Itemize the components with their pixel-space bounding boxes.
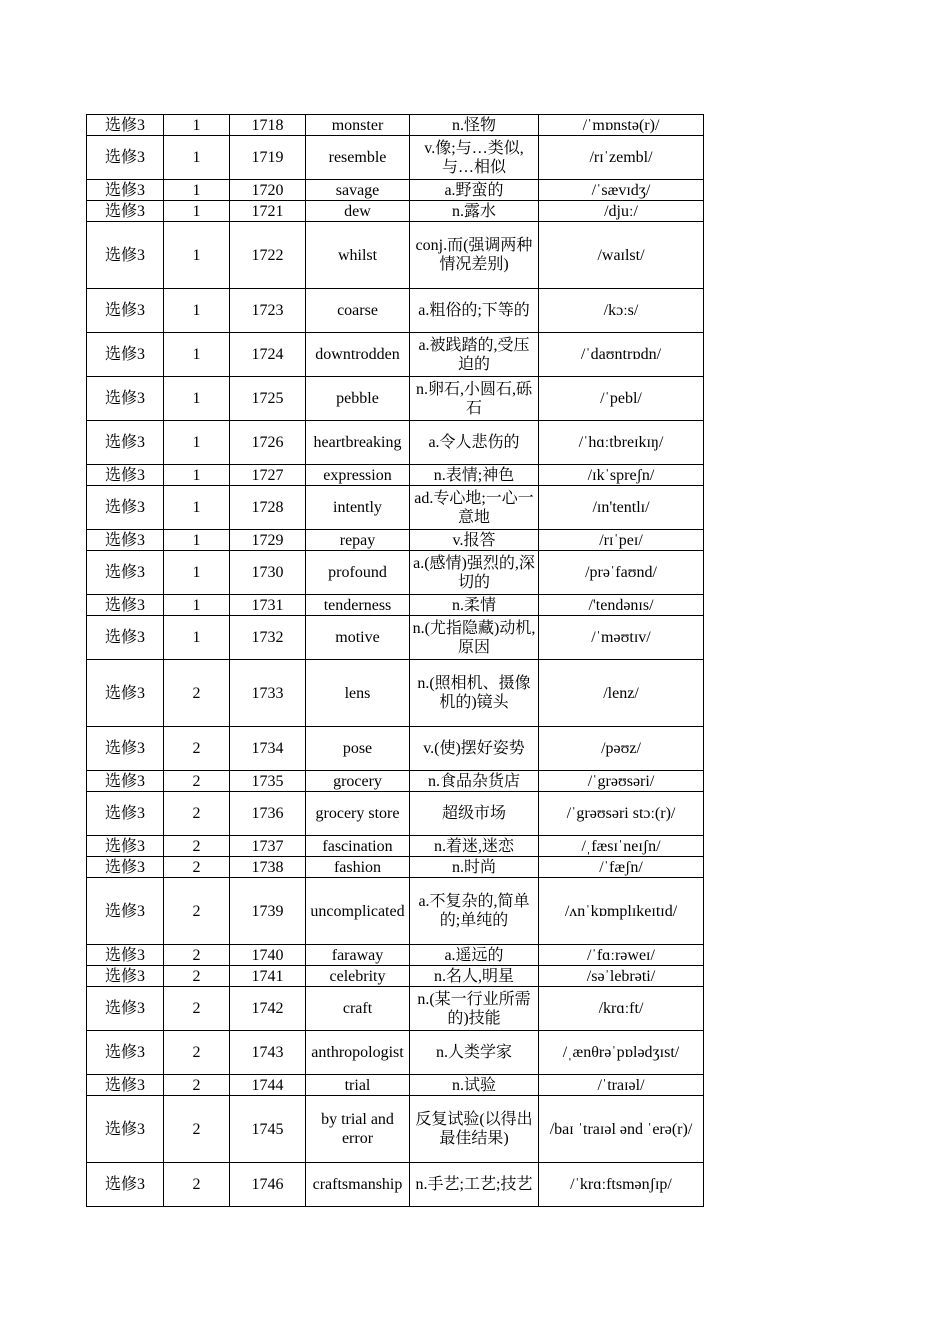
phonetic-cell: /waɪlst/ [539,222,704,289]
book-cell: 选修3 [87,115,164,136]
index-cell: 1730 [230,551,306,595]
book-cell: 选修3 [87,1096,164,1163]
index-cell: 1728 [230,486,306,530]
table-row [87,333,704,377]
word-cell: by trial and error [306,1096,410,1163]
word-cell: uncomplicated [306,878,410,945]
table-row [87,289,704,333]
index-cell: 1724 [230,333,306,377]
meaning-cell: n.柔情 [410,595,539,616]
unit-cell: 1 [164,486,230,530]
index-cell: 1744 [230,1075,306,1096]
unit-cell: 1 [164,595,230,616]
index-cell: 1738 [230,857,306,878]
table-row [87,136,704,180]
index-cell: 1719 [230,136,306,180]
table-row [87,595,704,616]
table-row [87,966,704,987]
book-cell: 选修3 [87,857,164,878]
word-cell: grocery store [306,792,410,836]
unit-cell: 2 [164,1096,230,1163]
phonetic-cell: /ˈtraɪəl/ [539,1075,704,1096]
index-cell: 1725 [230,377,306,421]
meaning-cell: a.粗俗的;下等的 [410,289,539,333]
book-cell: 选修3 [87,486,164,530]
meaning-cell: v.像;与…类似,与…相似 [410,136,539,180]
word-cell: anthropologist [306,1031,410,1075]
meaning-cell: ad.专心地;一心一意地 [410,486,539,530]
table-row [87,771,704,792]
phonetic-cell: /ˈhɑːtbreɪkɪŋ/ [539,421,704,465]
word-cell: craftsmanship [306,1163,410,1207]
book-cell: 选修3 [87,595,164,616]
phonetic-cell: /pəʊz/ [539,727,704,771]
index-cell: 1723 [230,289,306,333]
phonetic-cell: /ɪkˈspreʃn/ [539,465,704,486]
word-cell: resemble [306,136,410,180]
table-row [87,465,704,486]
unit-cell: 1 [164,333,230,377]
word-cell: whilst [306,222,410,289]
word-cell: monster [306,115,410,136]
unit-cell: 2 [164,792,230,836]
word-cell: grocery [306,771,410,792]
book-cell: 选修3 [87,792,164,836]
table-row [87,421,704,465]
unit-cell: 1 [164,136,230,180]
word-cell: dew [306,201,410,222]
index-cell: 1746 [230,1163,306,1207]
word-cell: expression [306,465,410,486]
table-row [87,616,704,660]
book-cell: 选修3 [87,836,164,857]
table-row [87,1096,704,1163]
table-row [87,377,704,421]
word-cell: fascination [306,836,410,857]
unit-cell: 2 [164,857,230,878]
table-row [87,115,704,136]
meaning-cell: conj.而(强调两种情况差别) [410,222,539,289]
word-cell: heartbreaking [306,421,410,465]
index-cell: 1722 [230,222,306,289]
index-cell: 1737 [230,836,306,857]
phonetic-cell: /ˈfæʃn/ [539,857,704,878]
meaning-cell: n.(照相机、摄像机的)镜头 [410,660,539,727]
book-cell: 选修3 [87,180,164,201]
table-row [87,530,704,551]
book-cell: 选修3 [87,421,164,465]
meaning-cell: n.食品杂货店 [410,771,539,792]
table-row [87,945,704,966]
book-cell: 选修3 [87,771,164,792]
phonetic-cell: /səˈlebrəti/ [539,966,704,987]
book-cell: 选修3 [87,878,164,945]
phonetic-cell: /ˈdaʊntrɒdn/ [539,333,704,377]
word-cell: downtrodden [306,333,410,377]
index-cell: 1727 [230,465,306,486]
index-cell: 1741 [230,966,306,987]
book-cell: 选修3 [87,987,164,1031]
table-row [87,836,704,857]
unit-cell: 2 [164,945,230,966]
table-row [87,987,704,1031]
unit-cell: 1 [164,465,230,486]
table-row [87,1163,704,1207]
book-cell: 选修3 [87,945,164,966]
meaning-cell: v.报答 [410,530,539,551]
unit-cell: 2 [164,1163,230,1207]
table-row [87,1075,704,1096]
phonetic-cell: /ˈgrəʊsəri stɔː(r)/ [539,792,704,836]
word-cell: intently [306,486,410,530]
vocabulary-table [86,114,704,1207]
meaning-cell: n.怪物 [410,115,539,136]
table-row [87,201,704,222]
unit-cell: 1 [164,201,230,222]
meaning-cell: a.不复杂的,简单的;单纯的 [410,878,539,945]
word-cell: motive [306,616,410,660]
book-cell: 选修3 [87,1031,164,1075]
index-cell: 1743 [230,1031,306,1075]
meaning-cell: a.野蛮的 [410,180,539,201]
unit-cell: 1 [164,616,230,660]
meaning-cell: v.(使)摆好姿势 [410,727,539,771]
meaning-cell: n.试验 [410,1075,539,1096]
unit-cell: 2 [164,836,230,857]
word-cell: craft [306,987,410,1031]
phonetic-cell: /baɪ ˈtraɪəl ənd ˈerə(r)/ [539,1096,704,1163]
unit-cell: 1 [164,222,230,289]
meaning-cell: a.遥远的 [410,945,539,966]
book-cell: 选修3 [87,660,164,727]
phonetic-cell: /ˈpebl/ [539,377,704,421]
book-cell: 选修3 [87,289,164,333]
table-row [87,180,704,201]
book-cell: 选修3 [87,333,164,377]
unit-cell: 2 [164,771,230,792]
book-cell: 选修3 [87,201,164,222]
phonetic-cell: /djuː/ [539,201,704,222]
word-cell: pose [306,727,410,771]
meaning-cell: n.露水 [410,201,539,222]
phonetic-cell: /'tendənɪs/ [539,595,704,616]
phonetic-cell: /ˌfæsɪˈneɪʃn/ [539,836,704,857]
word-cell: pebble [306,377,410,421]
table-row [87,551,704,595]
meaning-cell: a.(感情)强烈的,深切的 [410,551,539,595]
unit-cell: 2 [164,1075,230,1096]
book-cell: 选修3 [87,465,164,486]
word-cell: lens [306,660,410,727]
index-cell: 1731 [230,595,306,616]
phonetic-cell: /rɪˈzembl/ [539,136,704,180]
index-cell: 1732 [230,616,306,660]
meaning-cell: n.着迷,迷恋 [410,836,539,857]
word-cell: coarse [306,289,410,333]
phonetic-cell: /ʌnˈkɒmplɪkeɪtɪd/ [539,878,704,945]
meaning-cell: n.卵石,小圆石,砾石 [410,377,539,421]
index-cell: 1740 [230,945,306,966]
book-cell: 选修3 [87,1075,164,1096]
table-row [87,660,704,727]
meaning-cell: n.(某一行业所需的)技能 [410,987,539,1031]
index-cell: 1734 [230,727,306,771]
meaning-cell: n.表情;神色 [410,465,539,486]
table-row [87,878,704,945]
table-row [87,792,704,836]
unit-cell: 2 [164,966,230,987]
index-cell: 1726 [230,421,306,465]
word-cell: profound [306,551,410,595]
book-cell: 选修3 [87,966,164,987]
phonetic-cell: /ˈmɒnstə(r)/ [539,115,704,136]
phonetic-cell: /ˈkrɑːftsmənʃɪp/ [539,1163,704,1207]
vocabulary-table-body [87,115,704,1207]
phonetic-cell: /rɪˈpeɪ/ [539,530,704,551]
meaning-cell: a.令人悲伤的 [410,421,539,465]
index-cell: 1721 [230,201,306,222]
index-cell: 1733 [230,660,306,727]
unit-cell: 1 [164,551,230,595]
word-cell: savage [306,180,410,201]
meaning-cell: n.(尤指隐藏)动机,原因 [410,616,539,660]
word-cell: faraway [306,945,410,966]
word-cell: fashion [306,857,410,878]
phonetic-cell: /ˈgrəʊsəri/ [539,771,704,792]
unit-cell: 2 [164,878,230,945]
phonetic-cell: /kɔːs/ [539,289,704,333]
index-cell: 1735 [230,771,306,792]
unit-cell: 1 [164,289,230,333]
book-cell: 选修3 [87,551,164,595]
book-cell: 选修3 [87,222,164,289]
book-cell: 选修3 [87,377,164,421]
table-row [87,1031,704,1075]
book-cell: 选修3 [87,727,164,771]
book-cell: 选修3 [87,616,164,660]
unit-cell: 2 [164,727,230,771]
unit-cell: 1 [164,377,230,421]
meaning-cell: 反复试验(以得出最佳结果) [410,1096,539,1163]
index-cell: 1739 [230,878,306,945]
word-cell: tenderness [306,595,410,616]
unit-cell: 1 [164,530,230,551]
meaning-cell: n.名人,明星 [410,966,539,987]
phonetic-cell: /lenz/ [539,660,704,727]
meaning-cell: 超级市场 [410,792,539,836]
index-cell: 1729 [230,530,306,551]
table-row [87,727,704,771]
book-cell: 选修3 [87,530,164,551]
phonetic-cell: /ˈfɑːrəweɪ/ [539,945,704,966]
meaning-cell: a.被践踏的,受压迫的 [410,333,539,377]
unit-cell: 1 [164,180,230,201]
unit-cell: 1 [164,115,230,136]
phonetic-cell: /ˈsævɪdʒ/ [539,180,704,201]
unit-cell: 2 [164,1031,230,1075]
word-cell: repay [306,530,410,551]
word-cell: celebrity [306,966,410,987]
table-row [87,857,704,878]
word-cell: trial [306,1075,410,1096]
phonetic-cell: /prəˈfaʊnd/ [539,551,704,595]
unit-cell: 2 [164,987,230,1031]
index-cell: 1742 [230,987,306,1031]
table-row [87,486,704,530]
book-cell: 选修3 [87,136,164,180]
book-cell: 选修3 [87,1163,164,1207]
table-row [87,222,704,289]
meaning-cell: n.人类学家 [410,1031,539,1075]
phonetic-cell: /krɑːft/ [539,987,704,1031]
index-cell: 1720 [230,180,306,201]
meaning-cell: n.时尚 [410,857,539,878]
phonetic-cell: /ˌænθrəˈpɒlədʒɪst/ [539,1031,704,1075]
unit-cell: 2 [164,660,230,727]
index-cell: 1745 [230,1096,306,1163]
phonetic-cell: /ɪn'tentlɪ/ [539,486,704,530]
index-cell: 1736 [230,792,306,836]
index-cell: 1718 [230,115,306,136]
meaning-cell: n.手艺;工艺;技艺 [410,1163,539,1207]
phonetic-cell: /ˈməʊtɪv/ [539,616,704,660]
unit-cell: 1 [164,421,230,465]
